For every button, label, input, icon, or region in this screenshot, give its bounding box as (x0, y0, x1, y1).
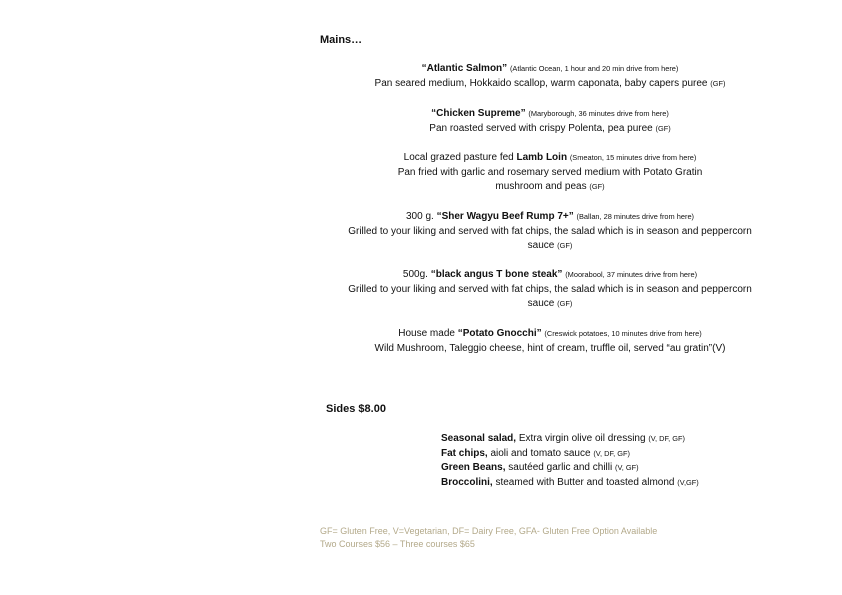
dish-name: “Chicken Supreme” (431, 108, 526, 119)
course-pricing: Two Courses $56 – Three courses $65 (320, 539, 475, 549)
dish-origin: (Atlantic Ocean, 1 hour and 20 min drive from here) (509, 64, 679, 73)
dish-prefix: 300 g. (405, 211, 437, 222)
dish-title-line (320, 268, 780, 283)
dietary-legend: GF= Gluten Free, V=Vegetarian, DF= Dairy Free, GFA- Gluten Free Option Available (320, 526, 658, 536)
sides-list (441, 432, 699, 490)
dietary-tag: (GF) (589, 182, 605, 192)
dietary-tag: (GF) (710, 78, 726, 88)
side-item: Seasonal salad, Extra virgin olive oil dressing (V, DF, GF) (441, 433, 686, 444)
menu-item-lamb-loin (320, 151, 780, 195)
dish-origin: (Ballan, 28 minutes drive from here) (576, 212, 695, 221)
dish-description: Grilled to your liking and served with fat chips, the salad which is in season and peppercorn sauce (GF) (348, 225, 752, 252)
menu-item-chicken-supreme (320, 107, 780, 136)
dish-name: “Sher Wagyu Beef Rump 7+” (436, 211, 574, 222)
dietary-tag: (GF) (557, 241, 573, 251)
dietary-tag: (V,GF) (677, 477, 699, 487)
dish-prefix: 500g. (402, 269, 431, 280)
dish-description: Pan seared medium, Hokkaido scallop, warm caponata, baby capers puree (GF) (374, 77, 726, 89)
dietary-tag: (GF) (557, 299, 573, 309)
dish-origin: (Moorabool, 37 minutes drive from here) (565, 270, 698, 279)
dish-description: Grilled to your liking and served with fat chips, the salad which is in season and peppercorn sauce (GF) (348, 283, 752, 310)
dish-origin: (Maryborough, 36 minutes drive from here) (528, 109, 669, 118)
dish-description: Wild Mushroom, Taleggio cheese, hint of cream, truffle oil, served “au gratin”(V) (374, 342, 726, 354)
dietary-tag: (V, GF) (615, 463, 639, 473)
dish-name: “Atlantic Salmon” (421, 63, 508, 74)
dish-title-line (320, 151, 780, 166)
dietary-tag: (V, DF, GF) (593, 448, 630, 458)
dish-title-line (320, 107, 780, 122)
dish-name: “Potato Gnocchi” (457, 328, 542, 339)
dish-title-line (320, 210, 780, 225)
dish-prefix: House made (398, 328, 458, 339)
dish-title-line (320, 62, 780, 77)
side-item: Fat chips, aioli and tomato sauce (V, DF, GF) (441, 447, 630, 459)
side-item: Broccolini, steamed with Butter and toasted almond (V,GF) (441, 476, 699, 488)
menu-item-wagyu-rump (320, 210, 780, 254)
mains-heading: Mains… (320, 34, 363, 46)
menu-item-potato-gnocchi (320, 327, 780, 356)
dish-origin: (Smeaton, 15 minutes drive from here) (569, 153, 697, 162)
dish-origin: (Creswick potatoes, 10 minutes drive from here) (544, 329, 702, 338)
dietary-tag: (GF) (655, 123, 671, 133)
menu-item-atlantic-salmon (320, 62, 780, 91)
dish-name: “black angus T bone steak” (430, 269, 563, 280)
dish-title-line (320, 327, 780, 342)
dietary-tag: (V, DF, GF) (648, 434, 686, 443)
sides-heading: Sides $8.00 (326, 403, 386, 415)
dish-prefix: Local grazed pasture fed (403, 152, 517, 163)
menu-footer (320, 525, 657, 551)
side-item: Green Beans, sautéed garlic and chilli (V, GF) (441, 462, 639, 474)
dish-description: Pan roasted served with crispy Polenta, pea puree (GF) (429, 122, 671, 134)
dish-description: Pan fried with garlic and rosemary served medium with Potato Gratin mushroom and peas (GF) (397, 166, 703, 193)
menu-item-t-bone (320, 268, 780, 312)
dish-name: Lamb Loin (516, 152, 568, 163)
